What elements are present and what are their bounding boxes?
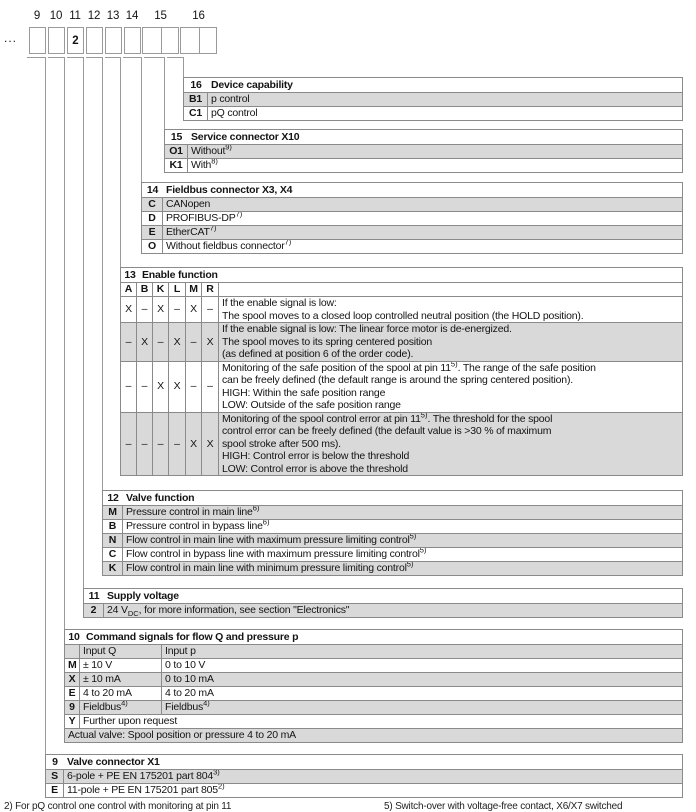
desc-cell: CANopen xyxy=(163,198,683,212)
code-cell: S xyxy=(46,770,64,784)
col-head-desc xyxy=(219,283,683,297)
desc-cell: pQ control xyxy=(208,107,683,121)
col-head: M xyxy=(186,283,202,297)
table-footer-row xyxy=(65,729,683,743)
code-box-16 xyxy=(180,27,217,54)
table-number: 12 xyxy=(107,491,119,504)
table-title: Command signals for flow Q and pressure p xyxy=(86,630,299,643)
connector-h-16 xyxy=(167,57,184,58)
flag-cell: X xyxy=(202,323,219,362)
code-cell: E xyxy=(142,226,163,240)
col-head-input-q: Input Q xyxy=(80,645,162,659)
col-head: R xyxy=(202,283,219,297)
code-box-16-divider xyxy=(199,28,200,53)
desc-cell: If the enable signal is low: The linear force motor is de-energized. The spool moves to its spring centered position (as defined at position 6 of the order code). xyxy=(219,323,683,362)
code-cell: 9 xyxy=(65,701,80,715)
code-cell: K xyxy=(103,562,123,576)
desc-cell: Flow control in main line with minimum pressure limiting control$^{5)}$ xyxy=(123,562,683,576)
input-q-cell: Fieldbus$^{4)}$ xyxy=(80,701,162,715)
table-row xyxy=(103,562,683,576)
table-title: Valve function xyxy=(126,491,195,504)
connector-v-15 xyxy=(164,57,165,129)
desc-cell: 6-pole + PE EN 175201 part 804$^{3)}$ xyxy=(64,770,683,784)
code-box-11-value: 2 xyxy=(72,34,79,47)
connector-h-15 xyxy=(144,57,165,58)
table-row xyxy=(142,212,683,226)
table-number: 10 xyxy=(68,630,80,643)
desc-cell: With$^{8)}$ xyxy=(188,159,683,173)
code-box-14 xyxy=(124,27,141,54)
table-14-fieldbus-connector xyxy=(141,182,683,254)
code-box-15-divider xyxy=(161,28,162,53)
connector-v-9 xyxy=(45,57,46,754)
code-row-ellipsis: ... xyxy=(4,31,18,45)
table-9-valve-connector xyxy=(45,754,683,798)
flag-cell: – xyxy=(186,361,202,412)
table-11-supply-voltage xyxy=(83,588,683,618)
desc-cell: p control xyxy=(208,93,683,107)
input-p-cell: 4 to 20 mA xyxy=(162,687,683,701)
table-header xyxy=(46,755,683,770)
table-row xyxy=(142,240,683,254)
code-box-9 xyxy=(29,27,46,54)
table-row xyxy=(84,604,683,618)
connector-v-13 xyxy=(120,57,121,267)
connector-h-12 xyxy=(86,57,103,58)
input-q-cell: ± 10 V xyxy=(80,659,162,673)
code-cell: 2 xyxy=(84,604,104,618)
table-row xyxy=(165,159,683,173)
position-label-12: 12 xyxy=(87,10,101,22)
footnote-right: 5) Switch-over with voltage-free contact, X6/X7 switched xyxy=(384,801,623,812)
flag-cell: – xyxy=(121,412,137,476)
table-number: 13 xyxy=(124,268,136,281)
code-cell: K1 xyxy=(165,159,188,173)
desc-cell: Without fieldbus connector$^{7)}$ xyxy=(163,240,683,254)
table-row xyxy=(46,784,683,798)
flag-cell: X xyxy=(202,412,219,476)
col-head: K xyxy=(153,283,169,297)
table-15-service-connector xyxy=(164,129,683,173)
table-number: 14 xyxy=(146,183,159,196)
table-16-device-capability xyxy=(183,77,683,121)
table-row xyxy=(165,145,683,159)
desc-cell: Further upon request xyxy=(80,715,683,729)
code-cell: O xyxy=(142,240,163,254)
code-box-11 xyxy=(67,27,84,54)
footnote-left: 2) For pQ control one control with monitoring at pin 11 xyxy=(4,801,232,812)
code-cell: O1 xyxy=(165,145,188,159)
flag-cell: X xyxy=(137,323,153,362)
flag-cell: X xyxy=(169,361,186,412)
position-label-16: 16 xyxy=(192,10,205,22)
col-head: L xyxy=(169,283,186,297)
code-cell: N xyxy=(103,534,123,548)
input-p-cell: 0 to 10 V xyxy=(162,659,683,673)
flag-cell: – xyxy=(121,323,137,362)
desc-cell: Monitoring of the safe position of the spool at pin 11$^{5)}$. The range of the safe position can be freely defined (the default range is around the spring centered position). HIGH: Within the safe position range LOW: Outside of the safe position range xyxy=(219,361,683,412)
table-row xyxy=(121,297,683,323)
connector-h-14 xyxy=(123,57,142,58)
flag-cell: – xyxy=(186,323,202,362)
code-cell: M xyxy=(65,659,80,673)
flag-cell: – xyxy=(169,297,186,323)
table-header xyxy=(142,183,683,198)
flag-cell: X xyxy=(186,412,202,476)
table-row xyxy=(65,701,683,715)
flag-cell: – xyxy=(169,412,186,476)
table-row xyxy=(103,520,683,534)
connector-v-14 xyxy=(141,57,142,182)
table-row xyxy=(142,198,683,212)
desc-cell: PROFIBUS-DP$^{7)}$ xyxy=(163,212,683,226)
flag-cell: – xyxy=(137,297,153,323)
flag-cell: – xyxy=(137,412,153,476)
col-head: B xyxy=(137,283,153,297)
code-box-15 xyxy=(142,27,179,54)
code-box-10 xyxy=(48,27,65,54)
table-title: Device capability xyxy=(211,78,293,91)
table-number: 9 xyxy=(52,755,58,768)
table-number: 11 xyxy=(88,589,100,602)
code-cell: C xyxy=(142,198,163,212)
table-row xyxy=(103,506,683,520)
flag-cell: – xyxy=(202,297,219,323)
position-label-10: 10 xyxy=(49,10,63,22)
table-number: 15 xyxy=(170,130,183,143)
code-cell: Y xyxy=(65,715,80,729)
table-number: 16 xyxy=(190,78,202,91)
connector-h-10 xyxy=(48,57,65,58)
table-title: Service connector X10 xyxy=(191,130,300,143)
flag-cell: X xyxy=(169,323,186,362)
flag-cell: X xyxy=(153,361,169,412)
code-box-13 xyxy=(105,27,122,54)
col-head-input-p: Input p xyxy=(162,645,683,659)
column-header-row xyxy=(121,283,683,297)
desc-cell: Pressure control in bypass line$^{6)}$ xyxy=(123,520,683,534)
code-cell: X xyxy=(65,673,80,687)
actual-value-note: Actual valve: Spool position or pressure 4 to 20 mA xyxy=(65,729,683,743)
connector-v-11 xyxy=(83,57,84,588)
input-p-cell: 0 to 10 mA xyxy=(162,673,683,687)
table-row xyxy=(184,93,683,107)
connector-h-13 xyxy=(105,57,121,58)
table-header xyxy=(103,491,683,506)
column-header-row xyxy=(65,645,683,659)
flag-cell: – xyxy=(202,361,219,412)
desc-cell: 11-pole + PE EN 175201 part 805$^{2)}$ xyxy=(64,784,683,798)
code-cell: M xyxy=(103,506,123,520)
flag-cell: – xyxy=(153,412,169,476)
position-label-11: 11 xyxy=(69,10,81,22)
connector-v-12 xyxy=(102,57,103,490)
table-row xyxy=(103,534,683,548)
code-cell: E xyxy=(65,687,80,701)
table-header xyxy=(65,630,683,645)
desc-cell: EtherCAT$^{7)}$ xyxy=(163,226,683,240)
connector-h-9 xyxy=(27,57,46,58)
flag-cell: X xyxy=(153,297,169,323)
code-cell: B1 xyxy=(184,93,208,107)
table-title: Enable function xyxy=(142,268,218,281)
table-row xyxy=(184,107,683,121)
table-row xyxy=(103,548,683,562)
table-row xyxy=(142,226,683,240)
table-header xyxy=(84,589,683,604)
flag-cell: – xyxy=(153,323,169,362)
table-row xyxy=(121,412,683,476)
table-row xyxy=(65,715,683,729)
flag-cell: – xyxy=(121,361,137,412)
flag-cell: – xyxy=(137,361,153,412)
input-q-cell: ± 10 mA xyxy=(80,673,162,687)
table-12-valve-function xyxy=(102,490,683,576)
table-row xyxy=(65,659,683,673)
table-row xyxy=(65,687,683,701)
input-q-cell: 4 to 20 mA xyxy=(80,687,162,701)
desc-cell: 24 $V_{DC}$, for more information, see section "Electronics" xyxy=(104,604,683,618)
position-label-14: 14 xyxy=(125,10,139,22)
flag-cell: X xyxy=(186,297,202,323)
col-head: A xyxy=(121,283,137,297)
table-title: Supply voltage xyxy=(107,589,179,602)
connector-v-10 xyxy=(64,57,65,629)
empty-cell xyxy=(65,645,80,659)
table-header xyxy=(165,130,683,145)
desc-cell: Flow control in bypass line with maximum pressure limiting control$^{5)}$ xyxy=(123,548,683,562)
table-row xyxy=(65,673,683,687)
table-row xyxy=(46,770,683,784)
desc-cell: Pressure control in main line$^{6)}$ xyxy=(123,506,683,520)
position-label-15: 15 xyxy=(154,10,167,22)
connector-h-11 xyxy=(67,57,84,58)
desc-cell: Monitoring of the spool control error at pin 11$^{5)}$. The threshold for the spool control error can be freely defined (the default value is >30 % of maximum spool stroke after 500 ms). HIGH: Control error is below the threshold LOW: Control error is above the threshold xyxy=(219,412,683,476)
input-p-cell: Fieldbus$^{4)}$ xyxy=(162,701,683,715)
table-title: Valve connector X1 xyxy=(67,755,160,768)
code-cell: D xyxy=(142,212,163,226)
desc-cell: Flow control in main line with maximum pressure limiting control$^{5)}$ xyxy=(123,534,683,548)
code-box-12 xyxy=(86,27,103,54)
desc-cell: If the enable signal is low: The spool moves to a closed loop controlled neutral position (the HOLD position). xyxy=(219,297,683,323)
connector-v-16 xyxy=(183,57,184,77)
desc-cell: Without$^{9)}$ xyxy=(188,145,683,159)
table-title: Fieldbus connector X3, X4 xyxy=(166,183,293,196)
table-10-command-signals xyxy=(64,629,683,743)
code-cell: C1 xyxy=(184,107,208,121)
code-cell: B xyxy=(103,520,123,534)
table-row xyxy=(121,361,683,412)
code-cell: C xyxy=(103,548,123,562)
table-13-enable-function xyxy=(120,267,683,476)
position-label-9: 9 xyxy=(33,10,41,22)
code-cell: E xyxy=(46,784,64,798)
position-label-13: 13 xyxy=(106,10,120,22)
flag-cell: X xyxy=(121,297,137,323)
table-header xyxy=(121,268,683,283)
table-row xyxy=(121,323,683,362)
table-header xyxy=(184,78,683,93)
